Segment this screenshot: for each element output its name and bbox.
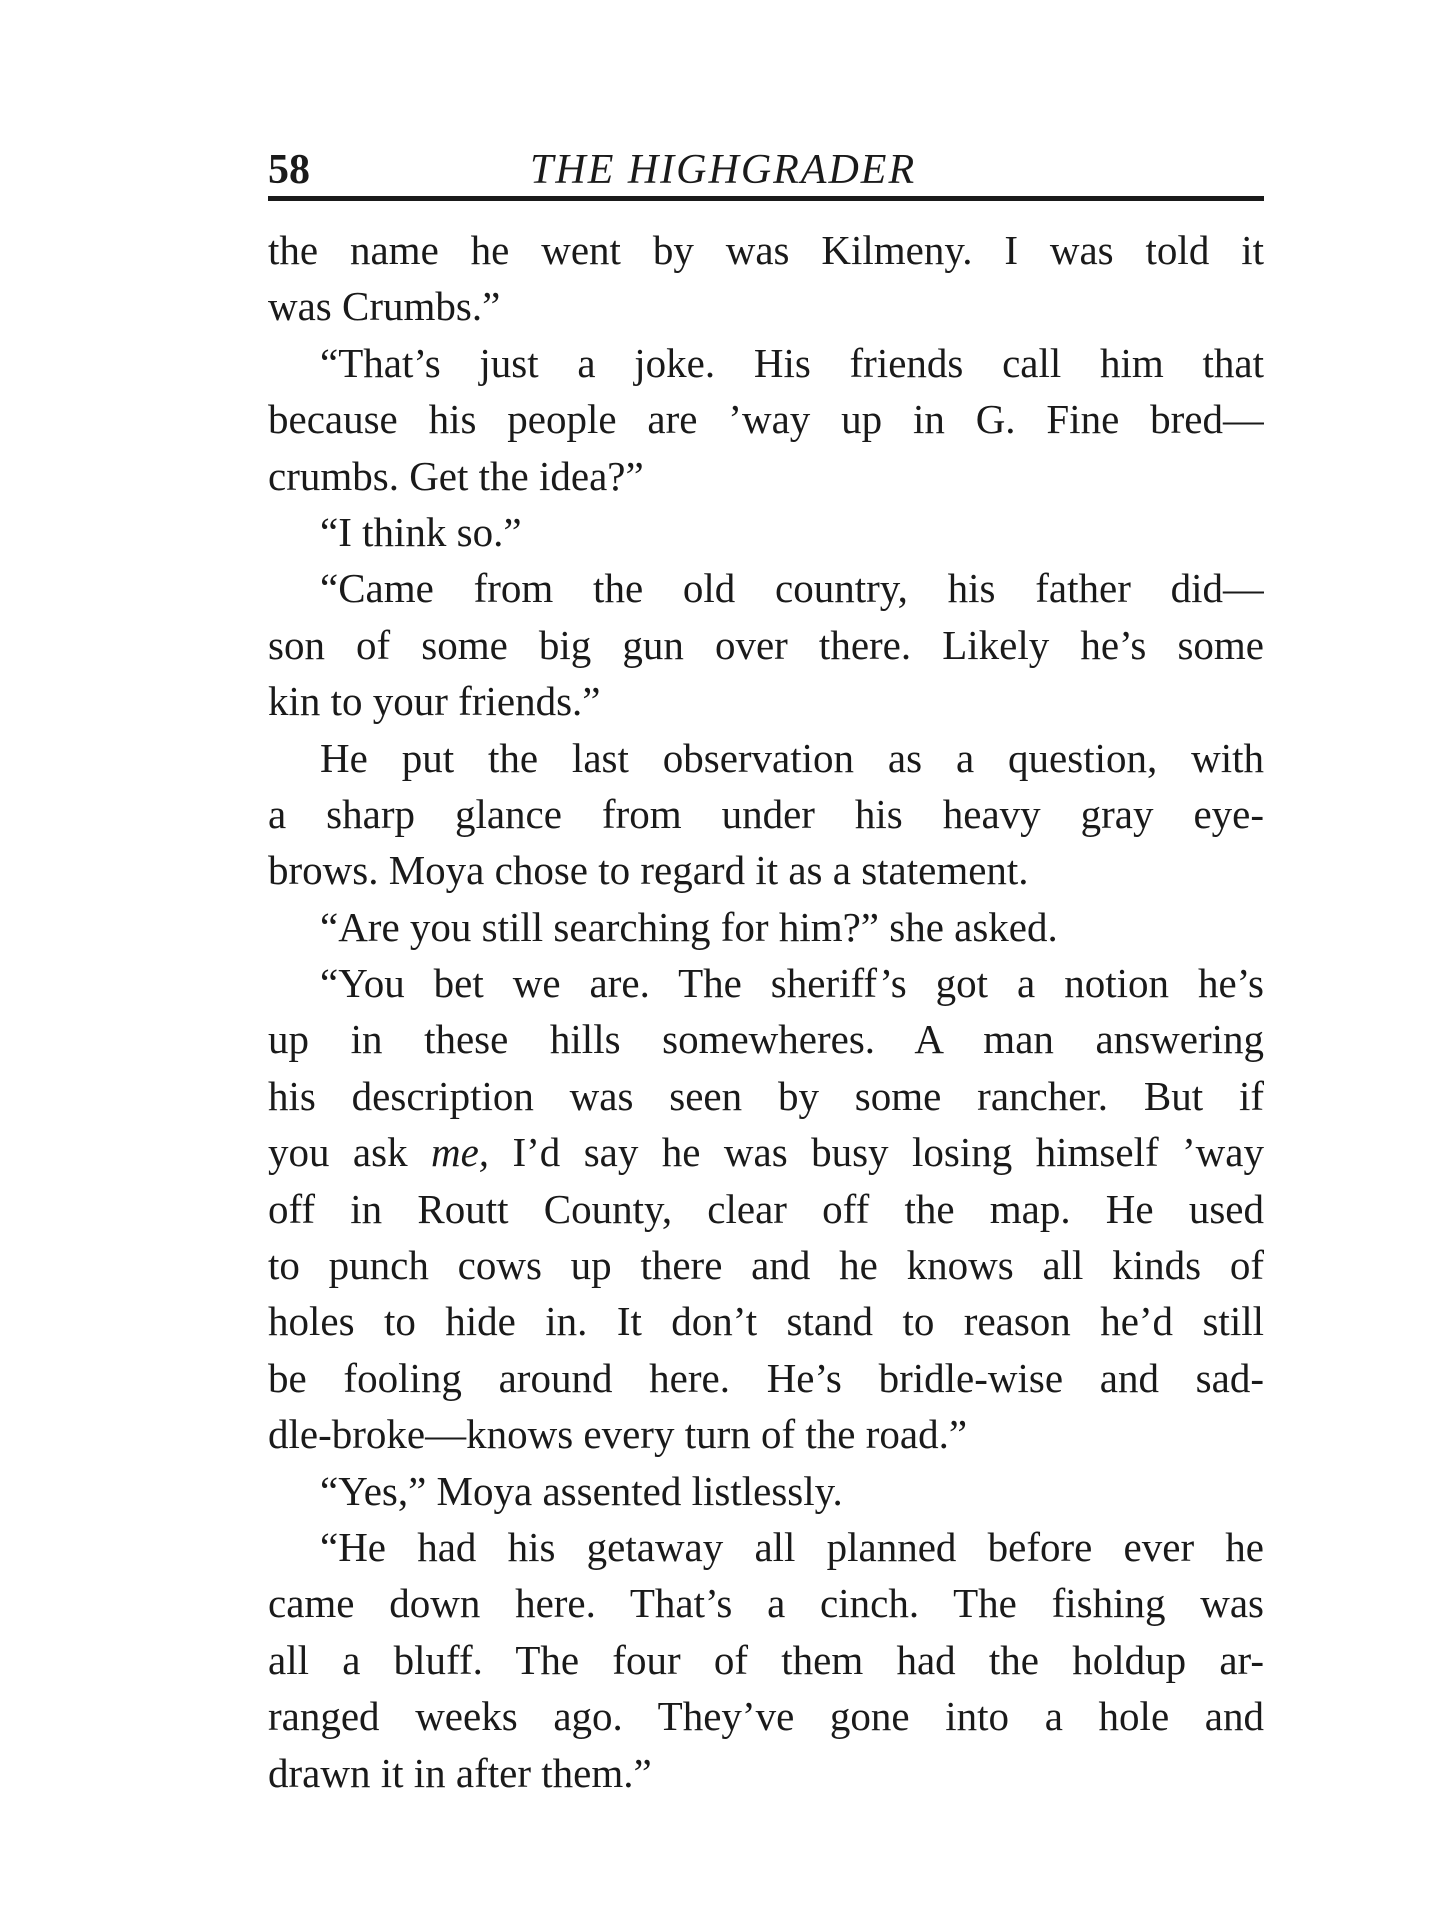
text-line: “You bet we are. The sheriff’s got a notion he’s	[320, 960, 1264, 1007]
text-line: came down here. That’s a cinch. The fishing was	[268, 1580, 1264, 1627]
header-rule	[268, 196, 1264, 201]
text-line: “Are you still searching for him?” she asked.	[320, 903, 1058, 950]
text-line: He put the last observation as a question, with	[320, 734, 1264, 781]
text-line: kin to your friends.”	[268, 678, 601, 725]
text-line: up in these hills somewheres. A man answering	[268, 1016, 1264, 1063]
body-text	[268, 222, 1264, 1801]
text-line: drawn it in after them.”	[268, 1749, 652, 1796]
text-line: a sharp glance from under his heavy gray eye-	[268, 790, 1264, 837]
text-line: ranged weeks ago. They’ve gone into a hole and	[268, 1693, 1264, 1740]
text-line: “That’s just a joke. His friends call him that	[320, 339, 1264, 386]
text-line: to punch cows up there and he knows all kinds of	[268, 1242, 1264, 1289]
text-line: “Came from the old country, his father did—	[320, 565, 1264, 612]
text-line: crumbs. Get the idea?”	[268, 452, 644, 499]
text-line: dle-broke—knows every turn of the road.”	[268, 1411, 968, 1458]
text-line: his description was seen by some rancher. But if	[268, 1072, 1264, 1119]
text-line: “Yes,” Moya assented listlessly.	[320, 1467, 843, 1514]
text-line: “I think so.”	[320, 508, 522, 555]
text-line: off in Routt County, clear off the map. He used	[268, 1185, 1264, 1232]
text-line: brows. Moya chose to regard it as a statement.	[268, 847, 1029, 894]
text-line: be fooling around here. He’s bridle-wise and sad-	[268, 1354, 1264, 1401]
text-line: all a bluff. The four of them had the holdup ar-	[268, 1636, 1264, 1683]
text-line: because his people are ’way up in G. Fine bred—	[268, 396, 1264, 443]
running-head	[268, 140, 1264, 200]
page-number: 58	[268, 147, 310, 193]
running-title: THE HIGHGRADER	[530, 147, 917, 193]
text-line: holes to hide in. It don’t stand to reason he’d still	[268, 1298, 1264, 1345]
text-line: the name he went by was Kilmeny. I was told it	[268, 227, 1264, 273]
text-line: was Crumbs.”	[268, 283, 501, 330]
text-line: “He had his getaway all planned before ever he	[320, 1523, 1264, 1570]
text-line: you ask me, I’d say he was busy losing himself ’way	[268, 1129, 1264, 1176]
text-line: son of some big gun over there. Likely he’s some	[268, 621, 1264, 668]
